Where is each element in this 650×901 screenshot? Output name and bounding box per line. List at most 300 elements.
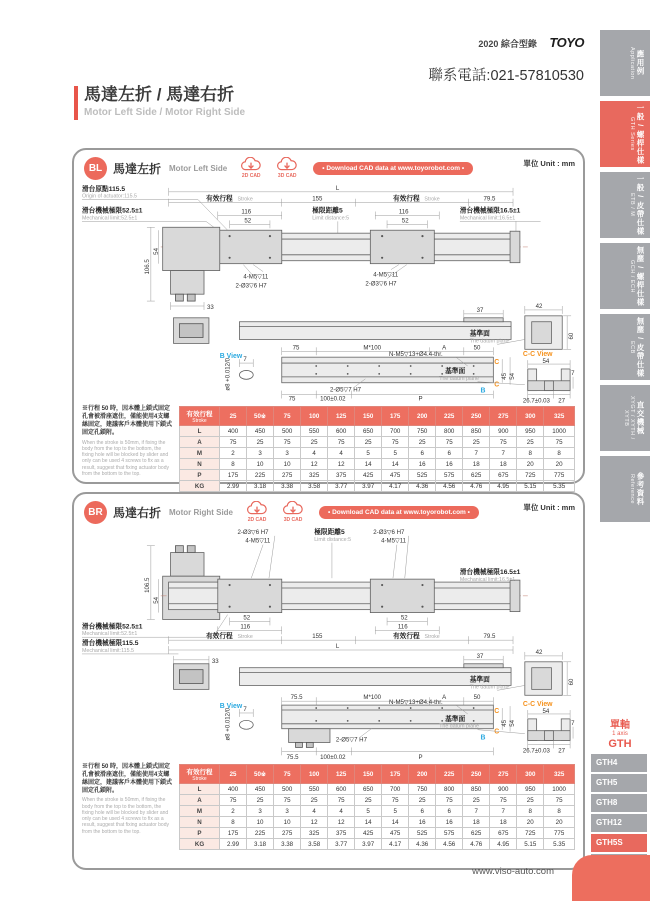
row-label: A: [180, 795, 220, 806]
table-cell: 25: [463, 437, 490, 448]
table-cell: 575: [436, 828, 463, 839]
sidebar-tab-zh: 一般 / 皮帶仕樣: [636, 174, 645, 236]
drawing-shape: [528, 731, 570, 741]
drawing-shape: [378, 373, 380, 375]
table-cell: 25: [301, 795, 328, 806]
sidebar-tab-en: XYGT / XYTH / XYTB: [623, 396, 635, 440]
stroke-col-header: 75: [274, 765, 301, 784]
table-cell: 18: [463, 817, 490, 828]
table-cell: 600: [328, 426, 355, 437]
model-series: GTH: [608, 737, 632, 750]
br-bottom: [80, 764, 577, 850]
model-nav-item[interactable]: GTH5: [591, 774, 647, 792]
dim-label: 基準面: [469, 330, 490, 338]
table-cell: 12: [328, 459, 355, 470]
table-cell: 4.76: [463, 839, 490, 850]
table-cell: 16: [409, 459, 436, 470]
table-cell: 600: [328, 784, 355, 795]
table-cell: 25: [355, 437, 382, 448]
page-subtitle: Motor Left Side / Motor Right Side: [84, 106, 246, 118]
stroke-table: [179, 764, 575, 850]
table-cell: 7: [490, 806, 517, 817]
dim-label: 7: [243, 706, 247, 714]
table-cell: 4: [328, 806, 355, 817]
table-cell: 400: [220, 784, 247, 795]
table-cell: 12: [328, 817, 355, 828]
cad-2d-download[interactable]: [239, 157, 263, 179]
toyo-logo: TOYO: [549, 35, 584, 50]
stroke-col-header: 250: [463, 765, 490, 784]
table-cell: 25: [463, 795, 490, 806]
table-cell: 25: [517, 795, 544, 806]
drawing-shape: [563, 316, 571, 349]
row-label: M: [180, 448, 220, 459]
dim-label: ø8 +0.012/0: [224, 357, 232, 391]
table-cell: 4.56: [436, 839, 463, 850]
stroke-col-header: 325: [544, 407, 575, 426]
panel-title: 馬達左折: [113, 161, 162, 176]
sidebar-tab-zh: 無塵 / 螺桿仕樣: [636, 245, 645, 307]
stroke-col-header: 200: [409, 765, 436, 784]
dim-label: Mechanical limit:16.5±1: [459, 215, 516, 222]
dim-label: 基準面: [469, 676, 490, 684]
dim-label: N-M5▽13+Ø4.4-thr.: [389, 699, 443, 707]
dim-label: 106.5: [143, 577, 151, 593]
table-cell: 3.77: [328, 481, 355, 492]
model-nav-item[interactable]: GTH12: [591, 814, 647, 832]
cad-3d-label: 3D CAD: [283, 517, 303, 523]
table-cell: 2.99: [220, 481, 247, 492]
table-cell: 775: [544, 470, 575, 481]
dim-label: The datum plane: [469, 338, 510, 345]
dim-label: 116: [397, 623, 408, 631]
panel-br-header: [80, 498, 577, 526]
table-cell: 8: [544, 806, 575, 817]
table-cell: 75: [490, 795, 517, 806]
table-cell: 550: [301, 784, 328, 795]
dim-label: 滑台機械極限52.5±1: [81, 207, 143, 215]
table-cell: 20: [517, 459, 544, 470]
table-cell: 275: [274, 828, 301, 839]
table-cell: 14: [355, 817, 382, 828]
cad-3d-download[interactable]: [275, 157, 299, 179]
table-cell: 16: [436, 459, 463, 470]
table-cell: 4.95: [490, 481, 517, 492]
table-cell: 8: [544, 448, 575, 459]
stroke-col-header: 175: [382, 407, 409, 426]
drawing-shape: [282, 391, 494, 399]
drawing-shape: [315, 365, 317, 367]
drawing-shape: [381, 257, 383, 259]
dim-label: 滑台機械極限52.5±1: [81, 623, 143, 631]
dim-label: N-M5▽13+Ø4.4-thr.: [389, 351, 443, 359]
drawing-shape: [473, 373, 475, 375]
table-cell: 75: [274, 795, 301, 806]
table-row: [180, 470, 575, 481]
stroke-col-header: 50※: [247, 765, 274, 784]
stroke-col-header: 100: [301, 765, 328, 784]
dim-label: Stroke: [237, 634, 253, 641]
table-cell: 4.95: [490, 839, 517, 850]
dim-label: M*100: [363, 344, 382, 352]
table-cell: 75: [544, 795, 575, 806]
dim-label: Mechanical limit:115.5: [81, 647, 134, 654]
dim-label: 75: [288, 395, 296, 403]
dim-label: P: [418, 754, 423, 762]
drawing-shape: [441, 365, 443, 367]
table-cell: 25: [301, 437, 328, 448]
cloud-download-icon: [239, 157, 263, 172]
drawing-shape: [169, 646, 513, 654]
table-row: [180, 481, 575, 492]
table-cell: 5.35: [544, 481, 575, 492]
table-cell: 8: [220, 459, 247, 470]
table-cell: 5: [382, 806, 409, 817]
table-cell: 375: [328, 828, 355, 839]
drawing-shape: [175, 546, 183, 553]
model-nav-item[interactable]: GTH5S: [591, 834, 647, 852]
drawing-shape: [473, 720, 475, 722]
drawing-shape: [510, 231, 520, 262]
dim-label: 有效行程: [392, 633, 420, 641]
panel-title: 馬達右折: [113, 505, 162, 520]
dim-label: 2-Ø5▽7 H7: [335, 736, 367, 744]
table-cell: 1000: [544, 784, 575, 795]
drawing-shape: [218, 230, 282, 263]
dim-label: 33: [206, 303, 214, 311]
dim-label: Limit distance:5: [312, 215, 350, 222]
dim-label: Stroke: [237, 196, 253, 203]
dim-label: Origin of actuator:115.5: [81, 193, 137, 200]
drawing-shape: [410, 373, 412, 375]
drawing-shape: [269, 257, 271, 259]
note-en: When the stroke is 50mm, if fixing the body from the top to the bottom, the fixing hole will be blocked by slider and only can be used 4 screws to fix as a result, suggest that fixing actuator body from the bottom to the top.: [82, 439, 169, 477]
drawing-shape: [315, 707, 317, 709]
table-cell: 850: [463, 784, 490, 795]
table-cell: 5.35: [544, 839, 575, 850]
table-row: [180, 817, 575, 828]
table-cell: 6: [436, 806, 463, 817]
footer-url[interactable]: www.viso-auto.com: [472, 866, 554, 877]
dim-label: 4-M5▽11: [245, 537, 271, 545]
table-cell: 650: [355, 784, 382, 795]
dim-label: 54: [152, 248, 160, 255]
cloud-download-icon: [275, 157, 299, 172]
download-cad-button[interactable]: • Download CAD data at www.toyorobot.com •: [319, 506, 479, 519]
drawing-shape: [473, 365, 475, 367]
table-cell: 10: [247, 817, 274, 828]
sidebar-tab[interactable]: [600, 243, 650, 309]
table-cell: 700: [382, 784, 409, 795]
drawing-shape: [441, 720, 443, 722]
table-cell: 3: [247, 806, 274, 817]
catalog-label: 2020 綜合型錄: [478, 39, 537, 49]
table-cell: 7: [463, 448, 490, 459]
dim-label: 37: [476, 652, 484, 660]
drawing-shape: [410, 720, 412, 722]
drawing-shape: [187, 546, 195, 553]
table-cell: 7: [463, 806, 490, 817]
panel-motor-left: [72, 148, 585, 490]
dim-label: 37: [476, 306, 484, 314]
table-cell: 4: [301, 448, 328, 459]
drawing-shape: [347, 365, 349, 367]
table-cell: 12: [301, 459, 328, 470]
sidebar-tab[interactable]: [600, 30, 650, 96]
table-cell: 18: [463, 459, 490, 470]
dim-label: B: [480, 387, 486, 395]
table-cell: 225: [247, 470, 274, 481]
stroke-note: [82, 764, 174, 850]
stroke-table-header: 有效行程 Stroke: [180, 765, 220, 784]
page-header: [428, 34, 584, 85]
stroke-col-header: 325: [544, 765, 575, 784]
dim-label: 116: [241, 208, 252, 216]
table-row: [180, 426, 575, 437]
unit-label: 單位 Unit : mm: [523, 159, 575, 168]
row-label: P: [180, 828, 220, 839]
note-zh: ※行程 50 時，因本體上鎖式固定孔會被滑座遮住，僅能使用4支螺絲固定，建議客戶本體使用下鎖式固定孔鎖附。: [82, 406, 173, 436]
drawing-shape: [289, 729, 330, 743]
table-cell: 750: [409, 426, 436, 437]
table-row: [180, 448, 575, 459]
dim-label: The datum plane: [439, 375, 479, 382]
dim-label: 52: [400, 614, 408, 622]
row-label: N: [180, 459, 220, 470]
table-cell: 525: [409, 470, 436, 481]
dim-label: 100±0.02: [320, 754, 346, 762]
table-cell: 3.58: [301, 481, 328, 492]
row-label: M: [180, 806, 220, 817]
table-cell: 800: [436, 426, 463, 437]
table-cell: 75: [544, 437, 575, 448]
sidebar-tab[interactable]: [600, 172, 650, 238]
drawing-shape: [381, 584, 383, 586]
table-cell: 16: [436, 817, 463, 828]
dim-label: 27: [558, 747, 566, 755]
row-label: KG: [180, 481, 220, 492]
dim-label: 75.5: [290, 694, 303, 702]
table-cell: 5: [355, 448, 382, 459]
drawing-shape: [163, 227, 220, 270]
model-nav: [591, 720, 649, 874]
drawing-shape: [421, 584, 423, 586]
drawing-shape: [347, 707, 349, 709]
table-cell: 4.76: [463, 481, 490, 492]
drawing-shape: [239, 720, 253, 729]
drawing-shape: [441, 373, 443, 375]
stroke-table: [179, 406, 575, 492]
table-cell: 16: [409, 817, 436, 828]
table-cell: 8: [517, 806, 544, 817]
dim-label: 基準面: [445, 367, 466, 375]
table-cell: 5: [355, 806, 382, 817]
drawing-shape: [532, 322, 552, 344]
sidebar-tab[interactable]: [600, 385, 650, 451]
drawing-shape: [171, 553, 204, 577]
model-nav-items: [591, 754, 649, 872]
phone-number: 聯系電話:021-57810530: [428, 68, 584, 84]
table-cell: 725: [517, 470, 544, 481]
row-label: P: [180, 470, 220, 481]
stroke-col-header: 125: [328, 765, 355, 784]
table-row: [180, 784, 575, 795]
table-cell: 400: [220, 426, 247, 437]
table-cell: 14: [355, 459, 382, 470]
drawing-shape: [229, 235, 231, 237]
table-cell: 25: [247, 795, 274, 806]
side-tabs: [600, 30, 650, 522]
dim-label: 26.7±0.03: [522, 747, 550, 755]
table-cell: 900: [490, 784, 517, 795]
title-block: [74, 86, 245, 120]
drawing-shape: [473, 707, 475, 709]
drawing-shape: [381, 606, 383, 608]
table-cell: 475: [382, 470, 409, 481]
br-badge: BR: [84, 501, 107, 524]
table-cell: 950: [517, 426, 544, 437]
drawing-shape: [528, 381, 570, 391]
dim-label: 滑台機械極限16.5±1: [459, 207, 521, 215]
dim-label: 極限距離5: [314, 528, 345, 536]
stroke-col-header: 25: [220, 407, 247, 426]
drawing-shape: [239, 370, 253, 379]
sidebar-tab[interactable]: [600, 101, 650, 167]
table-cell: 75: [382, 437, 409, 448]
unit-label: 單位 Unit : mm: [523, 503, 575, 512]
corner-accent: [572, 855, 650, 901]
dim-label: B: [480, 734, 486, 742]
dim-label: Stroke: [424, 196, 440, 203]
table-cell: 10: [274, 817, 301, 828]
dim-label: The datum plane: [439, 723, 479, 730]
cad-2d-download[interactable]: [245, 501, 269, 523]
dim-label: L: [335, 643, 340, 651]
table-cell: 25: [409, 795, 436, 806]
download-cad-button[interactable]: • Download CAD data at www.toyorobot.com •: [313, 162, 473, 175]
stroke-col-header: 125: [328, 407, 355, 426]
dim-label: C: [494, 707, 500, 715]
model-nav-item[interactable]: GTH4: [591, 754, 647, 772]
table-cell: 75: [436, 795, 463, 806]
drawing-shape: [370, 579, 434, 612]
model-nav-item[interactable]: GTH8: [591, 794, 647, 812]
table-cell: 14: [382, 817, 409, 828]
stroke-col-header: 175: [382, 765, 409, 784]
dim-label: 基準面: [445, 715, 466, 723]
dim-label: 60: [568, 678, 576, 686]
drawing-shape: [285, 163, 290, 169]
table-cell: 3.58: [301, 839, 328, 850]
drawing-shape: [179, 324, 203, 338]
stroke-col-header: 25: [220, 765, 247, 784]
sidebar-tab-en: Application: [629, 46, 635, 80]
dim-label: L: [335, 184, 340, 192]
table-cell: 175: [220, 470, 247, 481]
dim-label: 155: [312, 633, 323, 641]
table-cell: 3: [274, 448, 301, 459]
drawing-shape: [229, 606, 231, 608]
table-cell: 325: [301, 828, 328, 839]
dim-label: C-C View: [522, 351, 553, 359]
table-cell: 575: [436, 470, 463, 481]
table-cell: 4.17: [382, 839, 409, 850]
drawing-shape: [282, 347, 494, 355]
drawing-shape: [464, 656, 503, 664]
table-cell: 225: [247, 828, 274, 839]
drawing-shape: [410, 365, 412, 367]
dim-label: 75: [292, 344, 300, 352]
table-cell: 12: [301, 817, 328, 828]
dim-label: 52: [243, 614, 251, 622]
sidebar-tab[interactable]: [600, 314, 650, 380]
dim-label: 50: [473, 344, 481, 352]
dim-label: 54: [542, 707, 550, 715]
drawing-shape: [306, 743, 313, 748]
dim-label: Stroke: [424, 634, 440, 641]
table-row: [180, 806, 575, 817]
dim-label: B View: [219, 703, 243, 711]
sidebar-tab-zh: 應用例: [636, 50, 645, 76]
table-cell: 3: [274, 806, 301, 817]
drawing-shape: [532, 668, 552, 690]
stroke-col-header: 100: [301, 407, 328, 426]
dim-label: 滑台原點115.5: [81, 185, 126, 193]
table-cell: 8: [220, 817, 247, 828]
table-cell: 3.18: [247, 839, 274, 850]
bl-drawing-area: [80, 182, 577, 404]
dim-label: Limit distance:5: [314, 536, 352, 543]
table-row: [180, 459, 575, 470]
table-cell: 6: [436, 448, 463, 459]
sidebar-tab-zh: 直交機械: [636, 401, 645, 435]
table-cell: 425: [355, 828, 382, 839]
dim-label: 27: [558, 397, 566, 405]
sidebar-tab-en: ETB / M: [629, 193, 635, 217]
dim-label: C: [494, 359, 500, 367]
table-cell: 2: [220, 806, 247, 817]
dim-label: 54: [152, 596, 160, 604]
stroke-table-container: [179, 764, 575, 850]
drawing-shape: [421, 606, 423, 608]
drawing-shape: [169, 188, 513, 196]
sidebar-tab-en: Reference: [629, 474, 635, 504]
table-cell: 18: [490, 459, 517, 470]
table-cell: 475: [382, 828, 409, 839]
table-cell: 675: [490, 828, 517, 839]
table-cell: 3: [247, 448, 274, 459]
table-cell: 950: [517, 784, 544, 795]
dim-label: C: [494, 728, 500, 736]
dim-label: Mechanical limit:16.5±1: [459, 577, 516, 584]
drawing-shape: [381, 235, 383, 237]
dim-label: 79.5: [483, 633, 496, 641]
dim-label: 155: [312, 195, 323, 203]
table-cell: 5.15: [517, 481, 544, 492]
dim-label: 2-Ø3▽6 H7: [373, 528, 405, 536]
cad-3d-download[interactable]: [281, 501, 305, 523]
sidebar-tab[interactable]: [600, 456, 650, 522]
table-cell: 75: [436, 437, 463, 448]
table-cell: 10: [274, 459, 301, 470]
drawing-shape: [347, 720, 349, 722]
note-en: When the stroke is 50mm, if fixing the body from the top to the bottom, the fixing hole will be blocked by slider and only can be used 4 screws to fix as a result, suggest that fixing actuator body from the bottom to the top.: [82, 797, 169, 835]
dim-label: 26.7±0.03: [522, 397, 550, 405]
table-cell: 175: [220, 828, 247, 839]
table-cell: 6: [409, 448, 436, 459]
dim-label: 116: [240, 623, 251, 631]
drawing-shape: [282, 697, 494, 705]
